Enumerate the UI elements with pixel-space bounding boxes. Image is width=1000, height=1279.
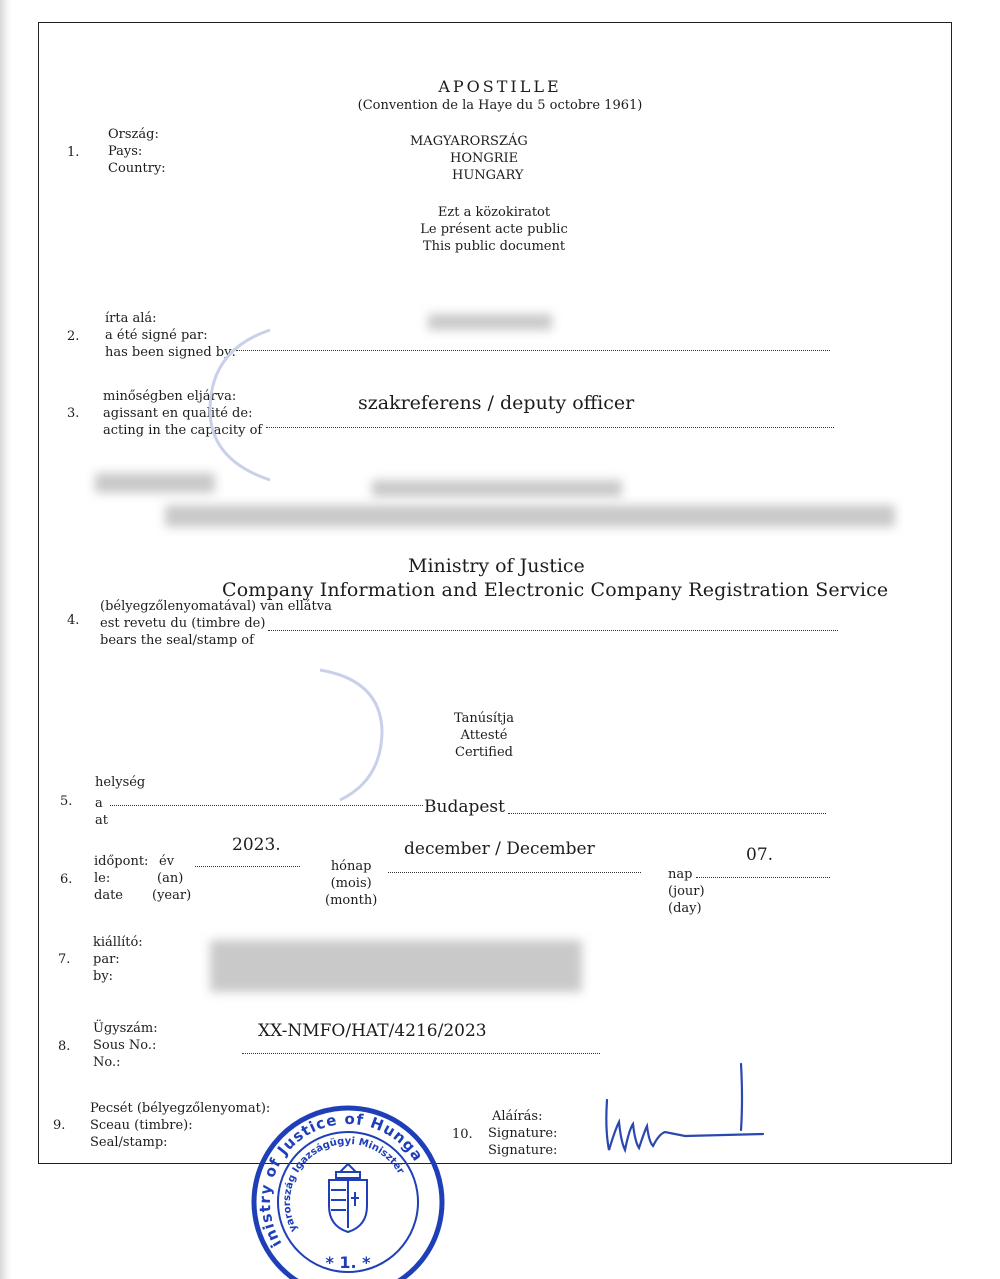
capacity-value: szakreferens / deputy officer	[358, 392, 635, 414]
year-value: 2023.	[232, 835, 281, 855]
field-number: 1.	[67, 145, 80, 160]
svg-text:Ministry of Justice of Hungary: Ministry of Justice of Hungary	[255, 1109, 428, 1251]
dotted-line	[236, 350, 830, 351]
coat-of-arms-icon	[329, 1164, 367, 1232]
seal-labels: (bélyegzőlenyomatával) van ellátva est revetu du (timbre de) bears the seal/stamp of	[100, 599, 332, 648]
day-labels: nap (jour) (day)	[668, 867, 705, 916]
case-number-labels: Ügyszám: Sous No.: No.:	[93, 1021, 158, 1070]
seal-authority-line1: Ministry of Justice	[408, 555, 585, 577]
field-number: 3.	[67, 406, 80, 421]
country-value-fr: HONGRIE	[450, 151, 519, 166]
capacity-labels: minőségben eljárva: agissant en qualité de: acting in the capacity of	[103, 389, 263, 438]
country-value-en: HUNGARY	[452, 168, 524, 183]
dotted-line	[696, 877, 830, 878]
apostille-subtitle: (Convention de la Haye du 5 octobre 1961)	[357, 98, 643, 113]
dotted-line	[242, 1053, 600, 1054]
case-number-value: XX-NMFO/HAT/4216/2023	[258, 1021, 487, 1041]
dotted-line	[388, 872, 641, 873]
day-value: 07.	[746, 845, 774, 865]
redacted-signer-name	[428, 314, 552, 330]
year-labels: év (an) (year)	[152, 854, 192, 903]
signed-by-labels: írta alá: a été signé par: has been signed by:	[105, 311, 236, 360]
place-labels: helység a at	[95, 775, 146, 828]
faint-stamp-ghost	[300, 650, 400, 810]
redacted-issuer	[210, 940, 582, 992]
official-seal-stamp	[245, 1082, 451, 1279]
field-number: 6.	[60, 872, 73, 887]
country-labels: Ország: Pays: Country:	[108, 127, 166, 176]
dotted-line	[110, 805, 423, 806]
dotted-line	[195, 866, 300, 867]
dotted-line	[268, 630, 838, 631]
field-number: 10.	[452, 1127, 473, 1142]
month-value: december / December	[404, 839, 595, 859]
seal-authority-line2: Company Information and Electronic Company Registration Service	[222, 579, 889, 601]
place-value: Budapest	[424, 797, 505, 817]
date-labels: időpont: le: date	[94, 854, 149, 903]
apostille-title: APOSTILLE	[438, 77, 562, 96]
issued-by-labels: kiállító: par: by:	[93, 935, 143, 984]
public-document-text: Ezt a közokiratot Le présent acte public This public document	[420, 205, 568, 254]
field-number: 5.	[60, 794, 73, 809]
field-number: 7.	[58, 952, 71, 967]
page-edge-shadow	[0, 0, 12, 1279]
month-labels: hónap (mois) (month)	[325, 859, 378, 908]
field-number: 9.	[53, 1118, 66, 1133]
dotted-line	[266, 427, 834, 428]
seal-stamp-labels: Pecsét (bélyegzőlenyomat): Sceau (timbre): Seal/stamp:	[90, 1101, 271, 1150]
redacted-authority-line2	[165, 505, 895, 527]
handwritten-signature	[595, 1060, 775, 1160]
signature-labels: Aláírás: Signature: Signature:	[488, 1109, 558, 1158]
field-number: 4.	[67, 613, 80, 628]
certified-text: Tanúsítja Attesté Certified	[454, 711, 514, 760]
svg-text:Magyarország Igazságügyi Minis: Magyarország Igazságügyi Minisztérium	[281, 1135, 407, 1234]
field-number: 2.	[67, 329, 80, 344]
dotted-line	[508, 813, 826, 814]
field-number: 8.	[58, 1039, 71, 1054]
country-value-hu: MAGYARORSZÁG	[410, 134, 528, 149]
stamp-number: * 1. *	[325, 1253, 371, 1272]
redacted-authority-line1b	[372, 480, 622, 497]
faint-stamp-ghost	[180, 310, 300, 490]
